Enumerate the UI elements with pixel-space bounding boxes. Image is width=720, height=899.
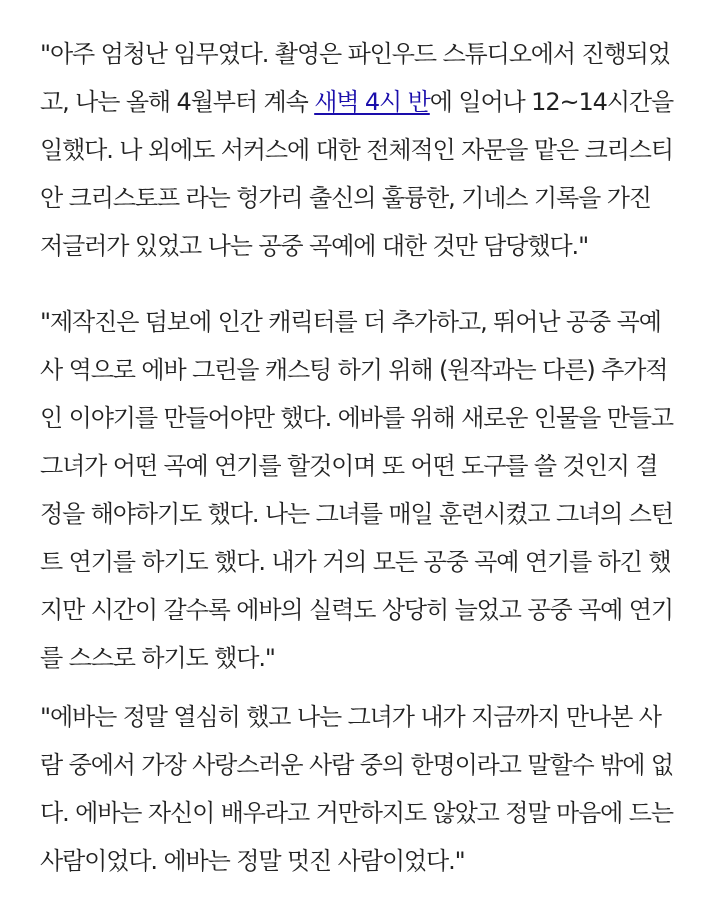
- text-line: 사람이었다. 에바는 정말 멋진 사람이었다.": [40, 847, 465, 875]
- text-line: 다. 에바는 자신이 배우라고 거만하지도 않았고 정말 마음에 드는: [40, 799, 673, 827]
- quote-paragraph-3: [40, 693, 710, 885]
- text-line: 트 연기를 하기도 했다. 내가 거의 모든 공중 곡예 연기를 하긴 했: [40, 548, 671, 576]
- quote-paragraph-1: [40, 30, 710, 270]
- text-line-with-link: [40, 78, 710, 126]
- text-segment: 에 일어나 12~14시간을: [429, 88, 674, 116]
- text-line: 그녀가 어떤 곡예 연기를 할것이며 또 어떤 도구를 쓸 것인지 결: [40, 452, 658, 480]
- quote-paragraph-2: [40, 298, 710, 682]
- text-line: "아주 엄청난 임무였다. 촬영은 파인우드 스튜디오에서 진행되었: [40, 40, 670, 68]
- text-line: 정을 해야하기도 했다. 나는 그녀를 매일 훈련시켰고 그녀의 스턴: [40, 500, 673, 528]
- text-line: 인 이야기를 만들어야만 했다. 에바를 위해 새로운 인물을 만들고: [40, 404, 673, 432]
- text-line: 안 크리스토프 라는 헝가리 출신의 훌륭한, 기네스 기록을 가진: [40, 184, 651, 212]
- text-line: 저글러가 있었고 나는 공중 곡예에 대한 것만 담당했다.": [40, 232, 589, 260]
- text-line: "제작진은 덤보에 인간 캐릭터를 더 추가하고, 뛰어난 공중 곡예: [40, 308, 661, 336]
- text-segment: 고, 나는 올해 4월부터 계속: [40, 88, 315, 116]
- text-line: 일했다. 나 외에도 서커스에 대한 전체적인 자문을 맡은 크리스티: [40, 136, 673, 164]
- text-line: 람 중에서 가장 사랑스러운 사람 중의 한명이라고 말할수 밖에 없: [40, 751, 673, 779]
- text-line: "에바는 정말 열심히 했고 나는 그녀가 내가 지금까지 만나본 사: [40, 703, 661, 731]
- time-link[interactable]: 새벽 4시 반: [314, 88, 430, 116]
- text-line: 지만 시간이 갈수록 에바의 실력도 상당히 늘었고 공중 곡예 연기: [40, 596, 673, 624]
- text-line: 사 역으로 에바 그린을 캐스팅 하기 위해 (원작과는 다른) 추가적: [40, 356, 668, 384]
- text-line: 를 스스로 하기도 했다.": [40, 644, 275, 672]
